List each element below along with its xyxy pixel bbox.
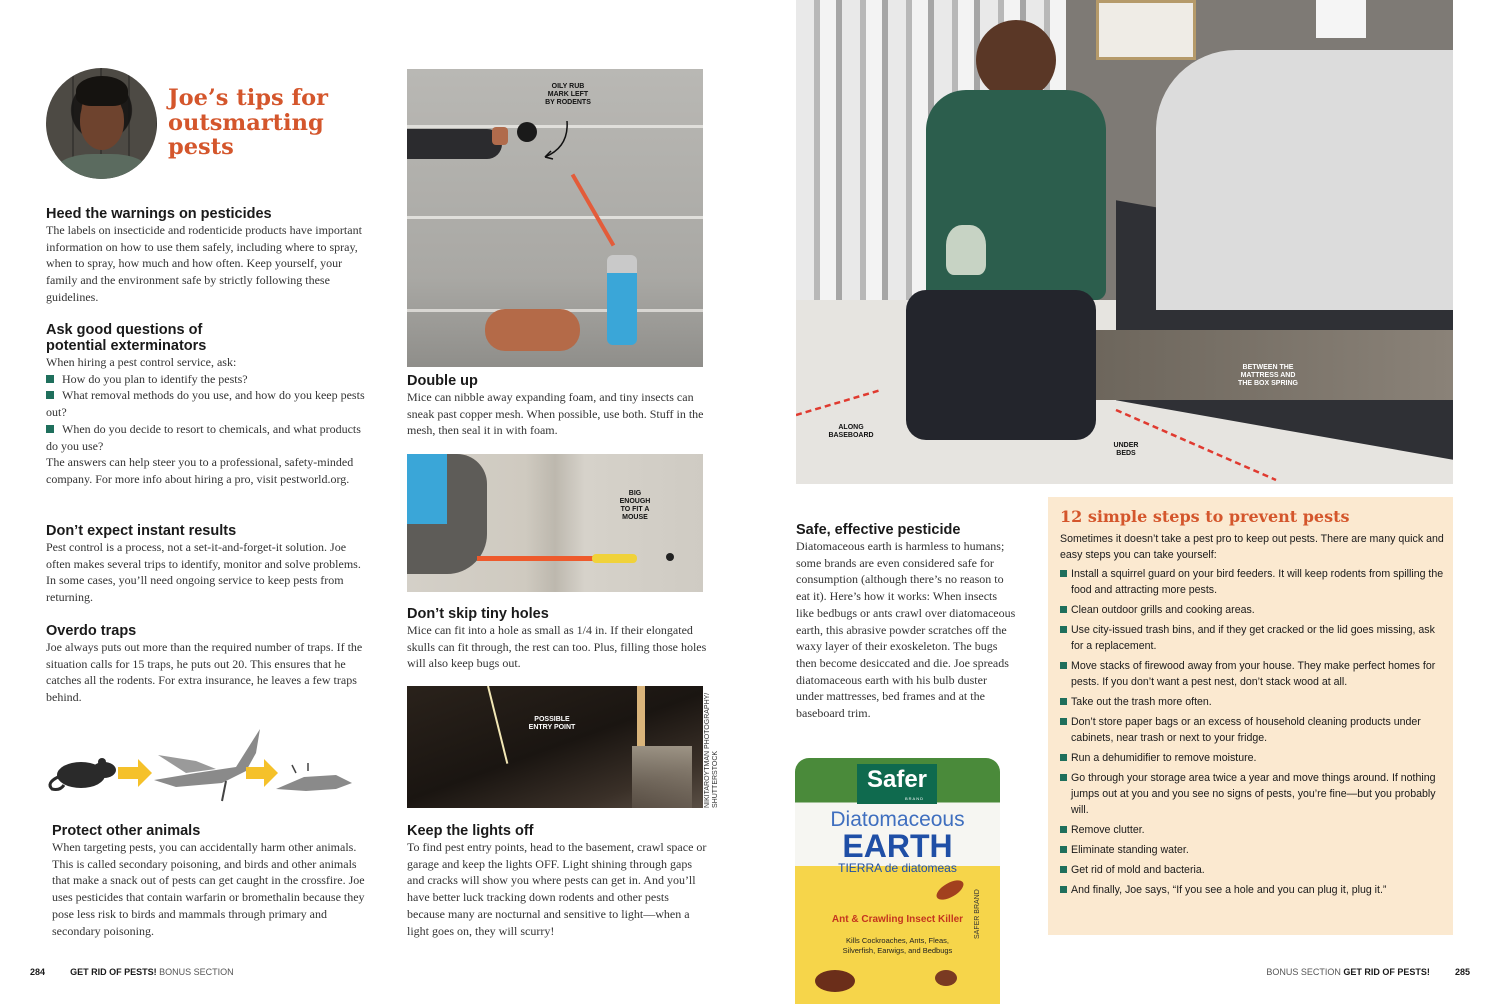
- step-item: [1060, 822, 1450, 838]
- spray-foam-can: [607, 255, 637, 345]
- mattress-lifted: [1156, 50, 1453, 310]
- bullet-text: What removal methods do you use, and how do you keep pests out?: [46, 388, 365, 420]
- step-text: Go through your storage area twice a year and move things around. If nothing jumps out at you and you see no signs of pests, you’re fine—but you probably will.: [1071, 772, 1436, 816]
- section-subtitle: BONUS SECTION: [1266, 967, 1341, 977]
- sidebar-intro: Sometimes it doesn’t take a pest pro to keep out pests. There are many quick and easy steps you can take yourself:: [1060, 533, 1444, 561]
- bird-flying-icon: [154, 729, 260, 801]
- step-item: [1060, 862, 1450, 878]
- tip-intro: When hiring a pest control service, ask:: [46, 355, 237, 369]
- article-safe-pesticide: [796, 522, 1016, 722]
- tip-heading: Ask good questions of potential exterminators: [46, 322, 207, 354]
- tip-heading: Don’t skip tiny holes: [407, 606, 549, 622]
- label-along-baseboard: ALONG BASEBOARD: [828, 424, 874, 439]
- bullet-square-icon: [46, 375, 54, 383]
- hero-photo-technician: [796, 0, 1453, 484]
- hole: [666, 553, 674, 561]
- foam-straw: [571, 173, 615, 246]
- photo-credit: SAFER BRAND: [974, 889, 981, 939]
- title-line-2: outsmarting: [168, 109, 324, 136]
- step-item: [1060, 602, 1450, 618]
- steps-list: [1060, 566, 1450, 902]
- bullet-square-icon: [1060, 626, 1067, 633]
- product-name-spanish: TIERRA de diatomeas: [838, 861, 957, 875]
- callout-arrow-icon: [537, 119, 577, 169]
- step-text: Install a squirrel guard on your bird feeders. It will keep rodents from spilling the food and attracting more pests.: [1071, 568, 1444, 596]
- photo-lights-off: [407, 686, 703, 808]
- tip-heading: Protect other animals: [52, 823, 201, 839]
- tip-protect-animals: [52, 823, 372, 939]
- light-beam: [632, 746, 692, 808]
- light-gap: [487, 686, 508, 764]
- photo-double-up: [407, 69, 703, 367]
- copper-mesh: [485, 309, 580, 351]
- hole: [517, 122, 537, 142]
- photo-callout: BIG ENOUGH TO FIT A MOUSE: [619, 490, 651, 521]
- tip-overdo-traps: [46, 623, 366, 706]
- step-item: [1060, 842, 1450, 858]
- step-text: Don’t store paper bags or an excess of household cleaning products under cabinets, near trash or next to your fridge.: [1071, 716, 1421, 744]
- step-item: [1060, 694, 1450, 710]
- step-text: Get rid of mold and bacteria.: [1071, 864, 1205, 876]
- tip-instant-results: [46, 523, 366, 606]
- step-item: [1060, 566, 1450, 598]
- tip-double-up: [407, 373, 707, 439]
- bullet-square-icon: [1060, 606, 1067, 613]
- tip-tiny-holes: [407, 606, 707, 672]
- bullet-square-icon: [1060, 846, 1067, 853]
- bullet-square-icon: [1060, 662, 1067, 669]
- tip-heading: Don’t expect instant results: [46, 523, 237, 539]
- step-item: [1060, 622, 1450, 654]
- step-text: Run a dehumidifier to remove moisture.: [1071, 752, 1257, 764]
- treatment-lines: [796, 370, 1453, 484]
- gloved-hand: [407, 129, 502, 159]
- tip-body: Joe always puts out more than the required number of traps. If the situation calls for 15 traps, he puts out 20. This ensures that he catches all the rodents. For extra insurance, he leaves a few traps behind.: [46, 640, 363, 705]
- bullet-item: [46, 387, 366, 420]
- title-line-1: Joe’s tips for: [168, 85, 329, 111]
- foam-straw: [477, 556, 597, 561]
- tip-body: Pest control is a process, not a set-it-and-forget-it solution. Joe often makes several trips to identify, monitor and solve problems. In some cases, you’ll need ongoing service to keep pests from returning.: [46, 540, 361, 605]
- tip-pesticide-warnings: [46, 206, 366, 306]
- bullet-square-icon: [46, 391, 54, 399]
- tip-heading: Overdo traps: [46, 623, 137, 639]
- tip-body: The labels on insecticide and rodenticide products have important information on how to use them safely, including where to spray, when to spray, how much and how often. Keep yourself, your family and the environment safe by strictly following these guidelines.: [46, 223, 362, 304]
- bullet-square-icon: [1060, 698, 1067, 705]
- step-text: Remove clutter.: [1071, 824, 1145, 836]
- bullet-square-icon: [1060, 826, 1067, 833]
- photo-callout: POSSIBLE ENTRY POINT: [528, 716, 576, 731]
- tip-body: Mice can fit into a hole as small as 1/4 in. If their elongated skulls can fit through, the rest can too. Plus, filling those holes will also keep bugs out.: [407, 623, 707, 671]
- section-title: GET RID OF PESTS!: [70, 967, 157, 977]
- photo-callout: OILY RUB MARK LEFT BY RODENTS: [545, 83, 591, 106]
- step-item: [1060, 882, 1450, 898]
- tip-heading: Double up: [407, 373, 478, 389]
- ant-icon: [934, 876, 967, 903]
- arrow-icon: [118, 759, 152, 787]
- step-text: And finally, Joe says, “If you see a hole and you can plug it, plug it.”: [1071, 884, 1387, 896]
- tip-body: To find pest entry points, head to the basement, crawl space or garage and keep the lights OFF. Light shining through gaps and cracks will show you where pests can get in. And you’ll have better luck tracking down rodents and other pests because many are nocturnal and sensitive to light—when a light goes on, they will scurry!: [407, 840, 707, 938]
- bullet-square-icon: [1060, 866, 1067, 873]
- product-kills-line2: Silverfish, Earwigs, and Bedbugs: [842, 946, 953, 955]
- brand-name: Safer: [866, 766, 928, 793]
- right-page-footer: [1266, 967, 1470, 977]
- section-title: GET RID OF PESTS!: [1343, 967, 1430, 977]
- article-heading: Safe, effective pesticide: [796, 522, 961, 538]
- light-gap: [637, 686, 645, 746]
- wall-art: [1096, 0, 1196, 60]
- bulb-duster: [946, 225, 986, 275]
- product-name-line1: Diatomaceous: [830, 808, 965, 831]
- photo-tiny-holes: [407, 454, 703, 592]
- dead-bird-icon: [276, 763, 352, 791]
- tip-outro: The answers can help steer you to a professional, safety-minded company. For more info about hiring a pro, visit pestworld.org.: [46, 455, 354, 486]
- copper-piece: [492, 127, 508, 145]
- bullet-text: How do you plan to identify the pests?: [62, 371, 248, 386]
- bullet-square-icon: [1060, 774, 1067, 781]
- photo-credit: NIKITAROYTMAN PHOTOGRAPHY/ SHUTTERSTOCK: [704, 692, 719, 808]
- bullet-square-icon: [1060, 886, 1067, 893]
- step-item: [1060, 750, 1450, 766]
- bullet-square-icon: [1060, 718, 1067, 725]
- article-body: Diatomaceous earth is harmless to humans; some brands are even considered safe for consumption (although there’s no reason to eat it). Here’s how it works: When insects like bedbugs or ants crawl over diatomaceous earth, this abrasive powder scratches off the waxy layer of their exoskeleton. The bugs then become desiccated and die. Joe spreads diatomaceous earth with his bulb duster under mattresses, bed frames and at the baseboard trim.: [796, 539, 1016, 721]
- brand-sub: BRAND: [905, 796, 925, 801]
- bullet-square-icon: [46, 425, 54, 433]
- step-text: Move stacks of firewood away from your house. They make perfect homes for pests. If you don’t want a pest nest, don’t stack wood at all.: [1071, 660, 1436, 688]
- straw-tip: [592, 554, 637, 563]
- page-number: 285: [1454, 967, 1470, 977]
- arrow-icon: [246, 759, 278, 787]
- sidebar-12-steps: [1048, 497, 1453, 935]
- tip-body: When targeting pests, you can accidentally harm other animals. This is called secondary poisoning, and birds and other animals that make a snack out of pests can get caught in the crossfire. Joe uses pesticides that contain warfarin or bromethalin because they pose less risk to birds and mammals through primary and secondary poisoning.: [52, 840, 365, 938]
- sidebar-title: 12 simple steps to prevent pests: [1060, 507, 1350, 526]
- product-name-line2: EARTH: [842, 828, 953, 864]
- bullet-square-icon: [1060, 570, 1067, 577]
- step-item: [1060, 714, 1450, 746]
- rat-icon: [50, 758, 116, 790]
- tip-heading: Heed the warnings on pesticides: [46, 206, 272, 222]
- label-under-beds: UNDER BEDS: [1113, 442, 1139, 457]
- tip-heading: Keep the lights off: [407, 823, 534, 839]
- step-text: Eliminate standing water.: [1071, 844, 1189, 856]
- page-title: [168, 86, 328, 160]
- step-text: Take out the trash more often.: [1071, 696, 1212, 708]
- secondary-poisoning-illustration: [46, 725, 356, 805]
- bullet-text: When do you decide to resort to chemicals, and what products do you use?: [46, 421, 361, 453]
- page-number: 284: [30, 967, 46, 977]
- step-text: Clean outdoor grills and cooking areas.: [1071, 604, 1255, 616]
- bedbug-icon: [935, 970, 957, 986]
- lamp: [1316, 0, 1366, 38]
- tip-ask-questions: [46, 322, 366, 488]
- step-item: [1060, 658, 1450, 690]
- joe-portrait: [46, 68, 157, 179]
- product-diatomaceous-earth-bag: [795, 758, 1000, 1004]
- cockroach-icon: [815, 970, 855, 992]
- title-line-3: pests: [168, 134, 234, 160]
- bullet-item: [46, 421, 366, 454]
- label-between-mattress: BETWEEN THE MATTRESS AND THE BOX SPRING: [1238, 364, 1298, 387]
- step-item: [1060, 770, 1450, 818]
- section-subtitle: BONUS SECTION: [159, 967, 234, 977]
- tip-body: Mice can nibble away expanding foam, and tiny insects can sneak past copper mesh. When possible, use both. Stuff in the mesh, then seal it in with foam.: [407, 390, 704, 438]
- left-page-footer: [30, 967, 234, 977]
- bullet-item: [46, 371, 366, 388]
- step-text: Use city-issued trash bins, and if they get cracked or the lid goes missing, ask for a replacement.: [1071, 624, 1435, 652]
- product-tagline: Ant & Crawling Insect Killer: [831, 914, 964, 925]
- tip-lights-off: [407, 823, 707, 939]
- caulk-tube: [407, 454, 447, 524]
- product-kills-line1: Kills Cockroaches, Ants, Fleas,: [846, 936, 949, 945]
- bullet-square-icon: [1060, 754, 1067, 761]
- technician-head: [976, 20, 1056, 100]
